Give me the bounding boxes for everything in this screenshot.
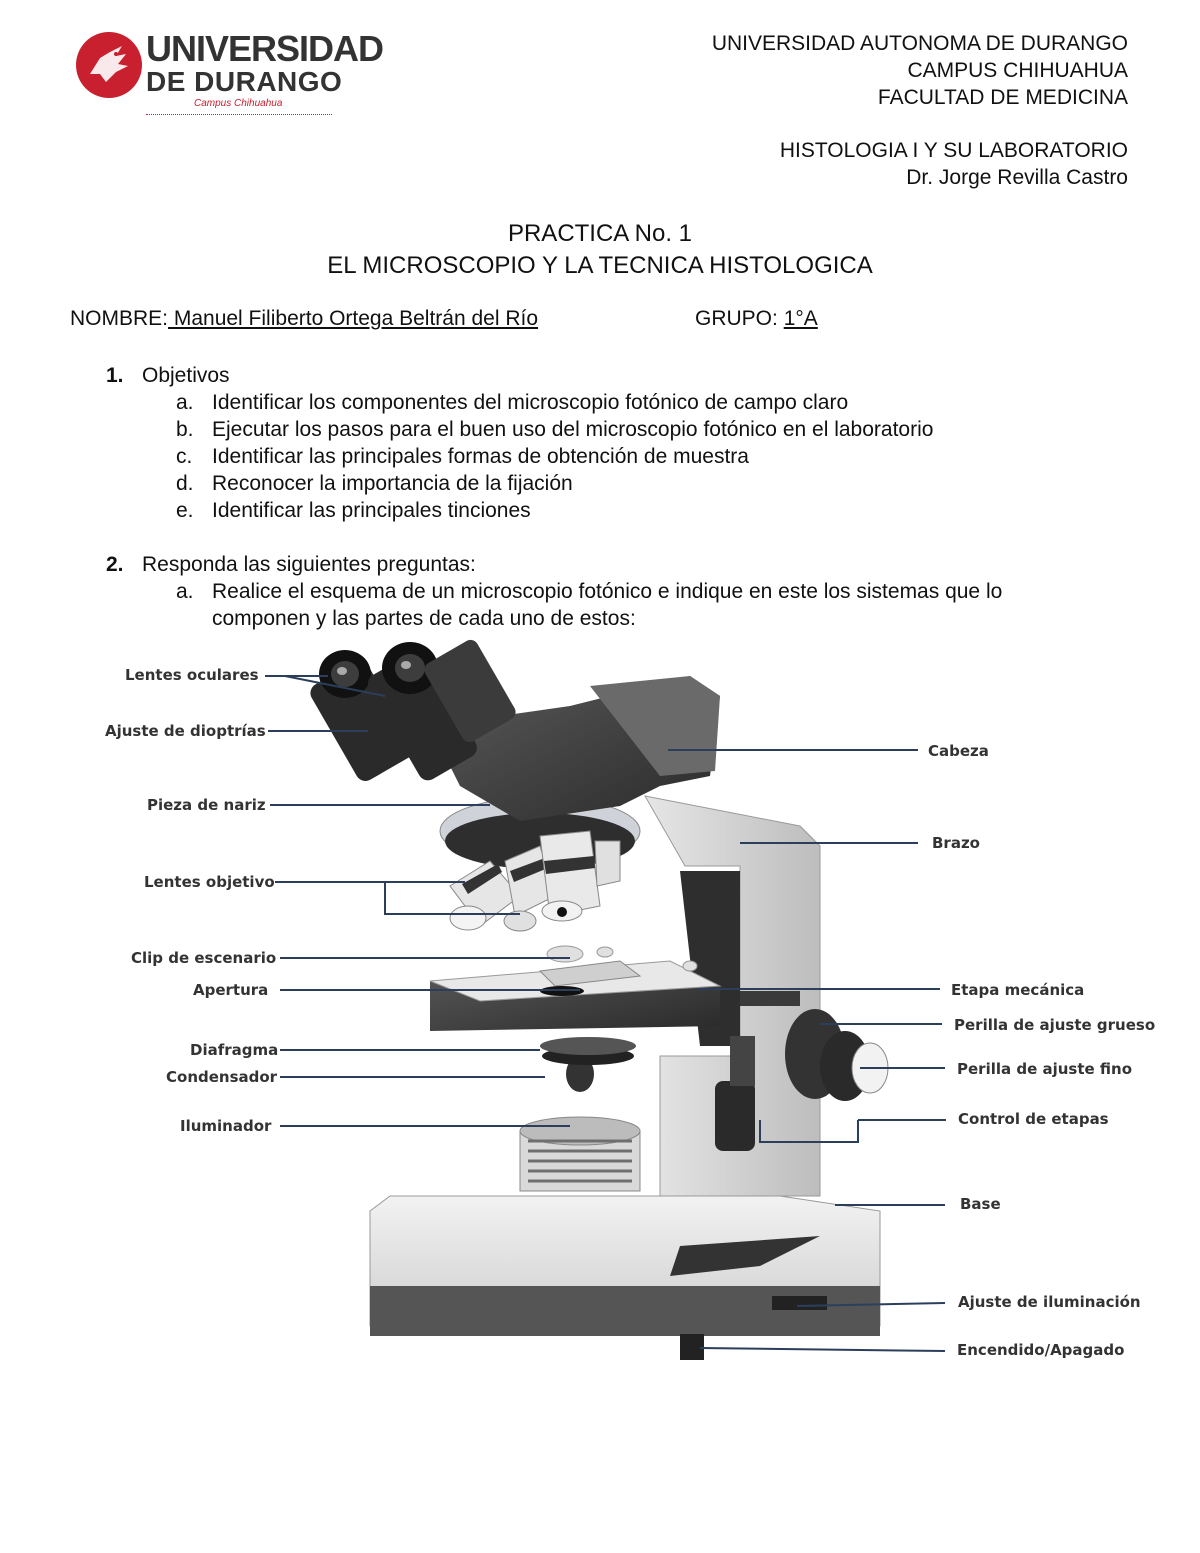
label-control-etapas: Control de etapas — [958, 1110, 1109, 1128]
logo-line2: DE DURANGO — [146, 66, 343, 97]
label-clip-escenario: Clip de escenario — [131, 949, 277, 967]
microscope-diagram — [100, 636, 1160, 1396]
student-group-row — [695, 307, 818, 331]
name-label: NOMBRE: — [70, 307, 169, 330]
logo-line1: UNIVERSIDAD — [146, 28, 384, 69]
student-name-row — [70, 307, 538, 331]
group-value: 1°A — [783, 307, 818, 330]
label-iluminador: Iluminador — [180, 1117, 272, 1135]
label-pieza-nariz: Pieza de nariz — [147, 796, 266, 814]
campus-name: CAMPUS CHIHUAHUA — [907, 59, 1128, 82]
list-item-letter: c. — [176, 445, 193, 468]
list-item: Reconocer la importancia de la fijación — [212, 472, 573, 495]
label-ajuste-iluminacion: Ajuste de iluminación — [958, 1293, 1141, 1311]
list-item: Ejecutar los pasos para el buen uso del microscopio fotónico en el laboratorio — [212, 418, 934, 441]
list-item: Identificar las principales formas de obtención de muestra — [212, 445, 749, 468]
section-number: 2. — [106, 553, 124, 576]
label-apertura: Apertura — [193, 981, 269, 999]
faculty-name: FACULTAD DE MEDICINA — [877, 86, 1128, 109]
university-logo — [76, 28, 384, 120]
label-ajuste-dioptrias: Ajuste de dioptrías — [105, 722, 266, 740]
label-brazo: Brazo — [932, 834, 980, 852]
section-number: 1. — [106, 364, 124, 387]
list-item-letter: a. — [176, 391, 194, 414]
course-name: HISTOLOGIA I Y SU LABORATORIO — [779, 139, 1128, 162]
list-item-letter: d. — [176, 472, 194, 495]
logo-rule — [146, 114, 332, 115]
section-label: Objetivos — [142, 364, 230, 387]
label-encendido-apagado: Encendido/Apagado — [957, 1341, 1125, 1359]
list-item: Identificar los componentes del microscopio fotónico de campo claro — [212, 391, 849, 414]
label-lentes-objetivo: Lentes objetivo — [144, 873, 275, 891]
group-label: GRUPO: — [695, 307, 784, 330]
professor-name: Dr. Jorge Revilla Castro — [906, 166, 1128, 189]
label-lentes-oculares: Lentes oculares — [125, 666, 259, 684]
logo-emblem-icon — [76, 32, 142, 98]
label-perilla-grueso: Perilla de ajuste grueso — [954, 1016, 1156, 1034]
label-etapa-mecanica: Etapa mecánica — [951, 981, 1085, 999]
list-item-letter: b. — [176, 418, 194, 441]
label-condensador: Condensador — [166, 1068, 278, 1086]
list-item-letter: a. — [176, 580, 194, 603]
institution-name: UNIVERSIDAD AUTONOMA DE DURANGO — [711, 32, 1128, 55]
name-value: Manuel Filiberto Ortega Beltrán del Río — [168, 307, 539, 330]
practice-subject: EL MICROSCOPIO Y LA TECNICA HISTOLOGICA — [327, 252, 873, 279]
list-item: Realice el esquema de un microscopio fotónico e indique en este los sistemas que lo componen y las partes de cada uno de estos: — [212, 580, 1003, 630]
label-perilla-fino: Perilla de ajuste fino — [957, 1060, 1133, 1078]
section-label: Responda las siguientes preguntas: — [142, 553, 476, 576]
list-item-letter: e. — [176, 499, 194, 522]
course-header — [780, 137, 1128, 191]
list-item: Identificar las principales tinciones — [212, 499, 531, 522]
practice-title: PRACTICA No. 1 — [507, 220, 693, 247]
label-base: Base — [960, 1195, 1001, 1213]
objectives-section — [0, 362, 1200, 522]
questions-section — [0, 551, 1200, 635]
label-cabeza: Cabeza — [928, 742, 989, 760]
logo-line3: Campus Chihuahua — [194, 98, 283, 109]
institution-header — [712, 30, 1128, 111]
label-diafragma: Diafragma — [190, 1041, 279, 1059]
